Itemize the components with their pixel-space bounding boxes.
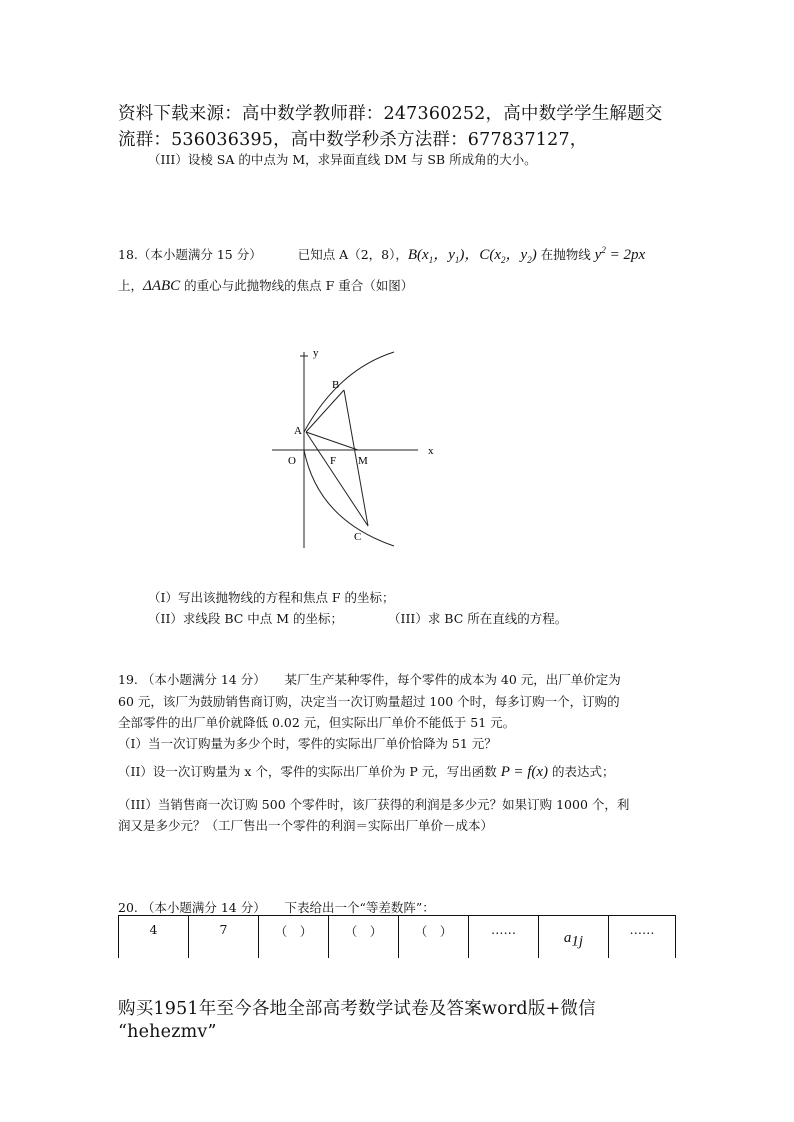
header-line-2: 流群：536036395，高中数学秒杀方法群：677837127， xyxy=(118,130,588,150)
label-c: C xyxy=(354,531,362,543)
q18-part3: （III）求 BC 所在直线的方程。 xyxy=(388,611,568,626)
label-x: x xyxy=(428,445,434,457)
table-cell: 4 xyxy=(119,916,189,958)
table-cell-a1j: $a_{1j}$ xyxy=(539,916,609,958)
q19-part2: （II）设一次订购量为 x 个，零件的实际出厂单价为 P 元，写出函数 P = f(x) 的表达式； xyxy=(118,764,615,780)
label-f: F xyxy=(330,455,337,467)
q19-line-2: 60 元，该厂为鼓励销售商订购，决定当一次订购量超过 100 个时，每多订购一个，订购的 xyxy=(118,694,620,709)
median-am xyxy=(306,432,358,450)
table-row xyxy=(119,916,676,958)
label-m: M xyxy=(358,455,368,467)
label-a: A xyxy=(294,425,302,437)
q18-point-b: $B(x_1$，$y_1$)， xyxy=(407,247,480,265)
table-cell: …… xyxy=(469,916,539,958)
segment-ab xyxy=(306,390,344,432)
q19-function: P = f(x) xyxy=(500,764,549,780)
q19-line-1: 19. （本小题满分 14 分） 某厂生产某种零件，每个零件的成本为 40 元，出厂单价定为 xyxy=(118,672,621,687)
q18-number: 18.（本小题满分 15 分） xyxy=(118,247,262,262)
parabola-figure xyxy=(268,340,458,560)
q18-on-parabola: 在抛物线 xyxy=(536,247,595,262)
label-y: y xyxy=(313,347,319,359)
q17-part3: （III）设棱 SA 的中点为 M，求异面直线 DM 与 SB 所成角的大小。 xyxy=(148,152,537,167)
q18-part2: （II）求线段 BC 中点 M 的坐标； xyxy=(148,611,344,626)
table-cell: 7 xyxy=(189,916,259,958)
footer-line-2: “hehezmv” xyxy=(118,1022,217,1042)
q19-part1: （I）当一次订购量为多少个时，零件的实际出厂单价恰降为 51 元？ xyxy=(118,736,497,751)
table-cell: （ ） xyxy=(329,916,399,958)
arithmetic-array-table xyxy=(118,915,676,958)
q19-part3-b: 润又是多少元？（工厂售出一个零件的利润＝实际出厂单价－成本） xyxy=(118,818,494,833)
q18-triangle: ΔABC xyxy=(143,278,181,294)
q20-line-1: 20. （本小题满分 14 分） 下表给出一个“等差数阵”： xyxy=(118,900,435,915)
q18-equation: $y^2 = 2px$ xyxy=(594,245,646,263)
footer-line-1: 购买1951年至今各地全部高考数学试卷及答案word版+微信 xyxy=(118,999,596,1019)
q18-line-2: 上，ΔABC 的重心与此抛物线的焦点 F 重合（如图） xyxy=(118,278,414,294)
header-line-1: 资料下载来源：高中数学教师群：247360252，高中数学学生解题交 xyxy=(118,104,663,124)
label-o: O xyxy=(288,455,296,467)
table-cell: （ ） xyxy=(259,916,329,958)
q18-line-1 xyxy=(118,243,645,265)
q19-line-3: 全部零件的出厂单价就降低 0.02 元，但实际出厂单价不能低于 51 元。 xyxy=(118,715,516,730)
q19-part3-a: （III）当销售商一次订购 500 个零件时，该厂获得的利润是多少元？如果订购 1000 个，利 xyxy=(118,797,630,812)
q18-point-c: $C(x_2$，$y_2$) xyxy=(479,247,537,265)
table-cell: …… xyxy=(609,916,676,958)
q18-intro: 已知点 A（2，8）， xyxy=(297,247,408,262)
q18-part1: （I）写出该抛物线的方程和焦点 F 的坐标； xyxy=(148,590,395,605)
table-cell: （ ） xyxy=(399,916,469,958)
label-b: B xyxy=(332,379,340,391)
